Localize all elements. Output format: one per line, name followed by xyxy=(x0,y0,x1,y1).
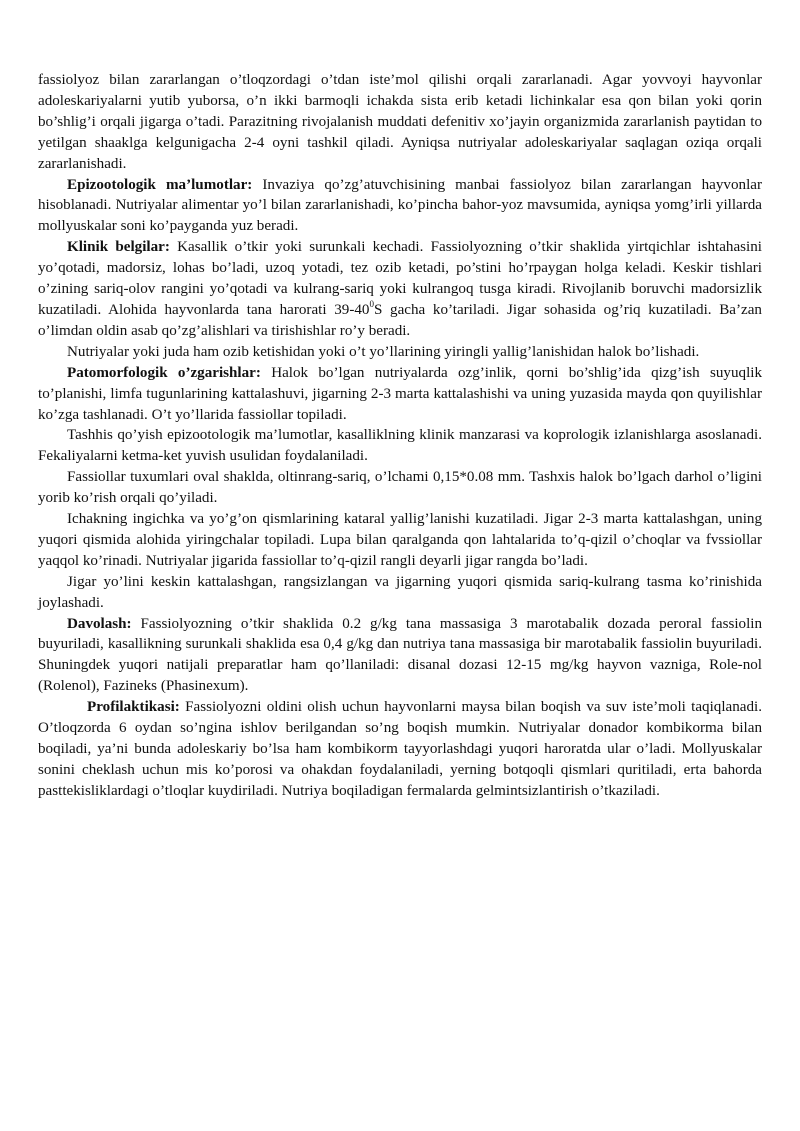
heading-epizootology: Epizootologik ma’lumotlar: xyxy=(67,176,253,193)
paragraph-treatment xyxy=(38,614,762,698)
degree-superscript: 0 xyxy=(369,298,374,309)
text-clinical-signs-a: Kasallik o’tkir yoki surunkali kechadi. Fassiolyozning o’tkir shaklida yirtqichlar ishtahasini yo’qotadi, madorsiz, lohas bo’ladi, uzoq yotadi, tez ozib ketadi, po’stini ho’rpaygan holga keladi. Keskir tishlari o’zining sariq-olov rangini yo’qotadi va kulrang-sariq yoki kulrangoq tusga kiradi. Rivojlanib boruvchi madorsizlik kuzatiladi. Alohida hayvonlarda tana harorati 39-40 xyxy=(38,239,762,318)
text-clinical-signs-b: S gacha ko’tariladi. Jigar sohasida og’riq kuzatiladi. Ba’zan o’limdan oldin asab qo’zg’alishlari va tirishishlar ro’y beradi. xyxy=(38,301,762,339)
paragraph-bile-duct: Jigar yo’lini keskin kattalashgan, rangsizlangan va jigarning yuqori qismida sariq-kulrang tasma ko’rinishida joylashadi. xyxy=(38,573,762,611)
paragraph-epizootology xyxy=(38,175,762,238)
paragraph-clinical-signs xyxy=(38,237,762,342)
paragraph-pathomorphology xyxy=(38,363,762,426)
paragraph-intestine: Ichakning ingichka va yo’g’on qismlarining kataral yallig’lanishi kuzatiladi. Jigar 2-3 marta kattalashgan, uning yuqori qismida alohida yiringchalar topiladi. Lupa bilan qaralganda qon lahtalarida to’q-qizil o’choqlar va fvssiollar yaqqol ko’rinadi. Nutriyalar jigarida fassiollar to’q-qizil rangli deyarli jigar rangda bo’ladi. xyxy=(38,511,762,569)
text-pathomorphology: Halok bo’lgan nutriyalarda ozg’inlik, qorni bo’shlig’ida qizg’ish suyuqlik to’planishi, limfa tugunlarining kattalashuvi, jigarning 2-3 marta kattalashishi va uning yuzasida mayda qon quyilishlar ko’zga tashlanadi. O’t yo’llarida fassiollar topiladi. xyxy=(38,364,763,423)
paragraph-diagnosis: Tashhis qo’yish epizootologik ma’lumotlar, kasalliklning klinik manzarasi va koprologik izlanishlarga asoslanadi. Fekaliyalarni ketma-ket yuvish usulidan foydalaniladi. xyxy=(38,427,762,465)
heading-clinical-signs: Klinik belgilar: xyxy=(67,239,170,256)
document-page xyxy=(38,70,762,802)
heading-pathomorphology: Patomorfologik o’zgarishlar: xyxy=(67,364,261,381)
paragraph-prophylaxis xyxy=(38,697,762,802)
heading-prophylaxis: Profilaktikasi: xyxy=(87,699,180,716)
text-treatment: Fassiolyozning o’tkir shaklida 0.2 g/kg tana massasiga 3 marotabalik dozada peroral fassiolin buyuriladi, kasallikning surunkali shaklida esa 0,4 g/kg dan nutriya tana massasiga bir marotabalik fassiolin buyuriladi. Shuningdek yuqori natijali preparatlar ham qo’llaniladi: disanal dozasi 12-15 mg/kg hayvon vazniga, Role-nol (Rolenol), Fazineks (Phasinexum). xyxy=(38,615,762,695)
text-epizootology: Invaziya qo’zg’atuvchisining manbai fassiolyoz bilan zararlangan hayvonlar hisoblanadi. Nutriyalar alimentar yo’l bilan zararlanishadi, ko’pincha bahor-yoz mavsumida, ayniqsa yomg’irli yillarda mollyuskalar soni ko’payganda yuz beradi. xyxy=(38,176,762,235)
paragraph-death-causes: Nutriyalar yoki juda ham ozib ketishidan yoki o’t yo’llarining yiringli yallig’lanishidan halok bo’lishadi. xyxy=(67,343,700,360)
paragraph-eggs: Fassiollar tuxumlari oval shaklda, oltinrang-sariq, o’lchami 0,15*0.08 mm. Tashxis halok bo’lgach darhol o’ligini yorib ko’rish orqali qo’yiladi. xyxy=(38,469,762,507)
paragraph-intro: fassiolyoz bilan zararlangan o’tloqzordagi o’tdan iste’mol qilishi orqali zararlanadi. Agar yovvoyi hayvonlar adoleskariyalarni yutib yuborsa, o’n ikki barmoqli ichakda sista erib ketadi lichinkalar esa qon bilan yoki qorin bo’shlig’i orqali jigarga o’tadi. Parazitning rivojalanish muddati defenitiv xo’jayin organizmida zararlanish paytidan to yetilgan shaaklga kelgunigacha 2-4 oyni tashkil qiladi. Ayniqsa nutriyalar adoleskariyalar saqlagan oziqa orqali zararlanishadi. xyxy=(38,72,762,172)
text-prophylaxis: Fassiolyozni oldini olish uchun hayvonlarni maysa bilan boqish va suv iste’moli taqiqlanadi. O’tloqzorda 6 oydan so’ngina ishlov berilgandan so’ng boqish mumkin. Nutriyalar donador kombikorma bilan boqiladi, ya’ni bunda adoleskariy bo’lsa ham kombikorm tayyorlashdagi yuqori haroratda ular o’ladi. Mollyuskalar sonini cheklash uchun mis ko’porosi va ohakdan foydalaniladi, yerning botqoqli qismlari quritiladi, erta bahorda pasttekisliklardagi o’tloqlar kuydiriladi. Nutriya boqiladigan fermalarda gelmintsizlantirish o’tkaziladi. xyxy=(38,699,762,799)
heading-treatment: Davolash: xyxy=(67,615,132,632)
